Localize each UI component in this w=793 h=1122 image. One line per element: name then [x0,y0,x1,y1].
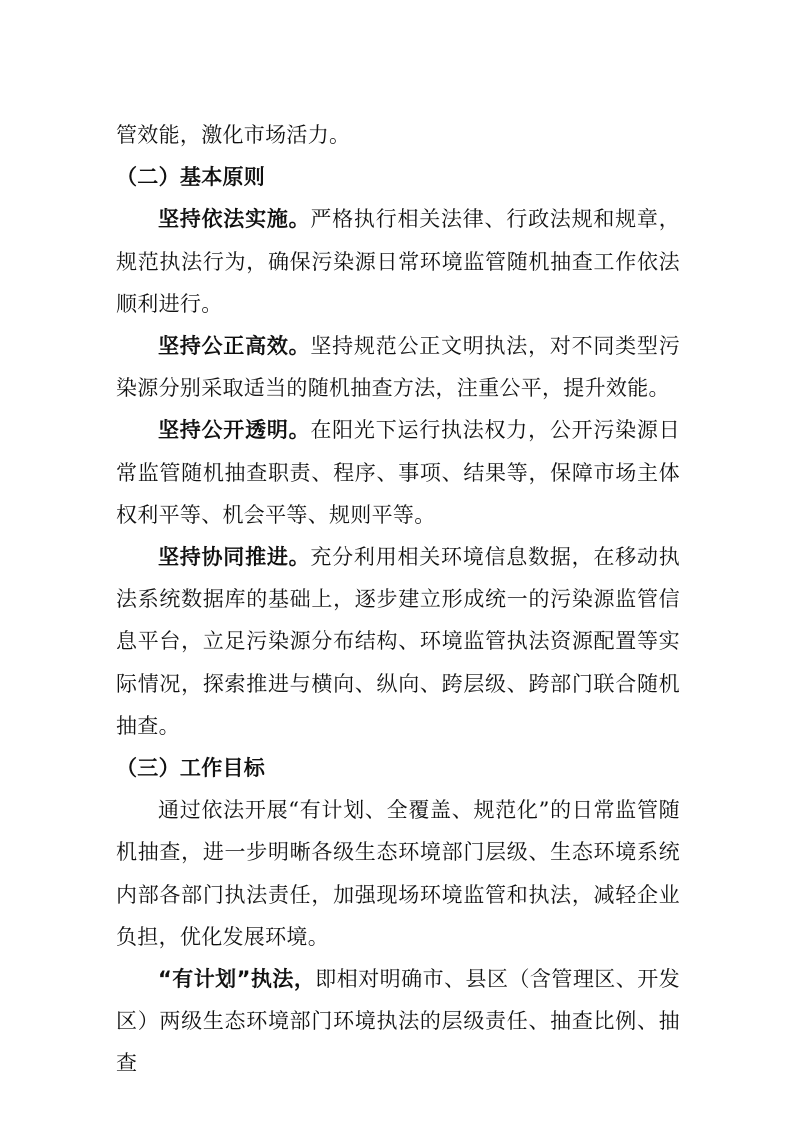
principle-title: “有计划”执法， [158,967,316,992]
document-body [116,114,680,1085]
principle-title: 坚持公正高效。 [158,334,311,359]
principle-text: 坚持规范公正文明执法，对不同类型污染源分别采取适当的随机抽查方法，注重公平，提升效能。 [116,334,680,401]
principle-text: 在阳光下运行执法权力，公开污染源日常监管随机抽查职责、程序、事项、结果等，保障市场主体权利平等、机会平等、规则平等。 [116,418,680,527]
principle-text: 充分利用相关环境信息数据，在移动执法系统数据库的基础上，逐步建立形成统一的污染源监管信息平台，立足污染源分布结构、环境监管执法资源配置等实际情况，探索推进与横向、纵向、跨层级、跨部门联合随机抽查。 [116,545,680,738]
paragraph-principle-fair [116,325,680,409]
paragraph-principle-coordinated [116,536,680,747]
paragraph-intro-continuation [116,114,680,156]
section-heading-basic-principles: （二）基本原则 [116,165,266,190]
paragraph-text: 通过依法开展“有计划、全覆盖、规范化”的日常监管随机抽查，进一步明晰各级生态环境部门层级、生态环境系统内部各部门执法责任，加强现场环境监管和执法，减轻企业负担，优化发展环境。 [116,798,680,949]
paragraph-principle-open [116,409,680,536]
paragraph-planned-enforcement [116,958,680,1085]
paragraph-principle-legal [116,198,680,325]
principle-title: 坚持协同推进。 [158,545,311,570]
principle-title: 坚持依法实施。 [158,207,311,232]
paragraph-text: 管效能，激化市场活力。 [116,123,351,147]
paragraph-text: 即相对明确市、县区（含管理区、开发区）两级生态环境部门环境执法的层级责任、抽查比例、抽查 [116,967,680,1076]
principle-text: 严格执行相关法律、行政法规和规章，规范执法行为，确保污染源日常环境监管随机抽查工作依法顺利进行。 [116,207,680,316]
paragraph-goals [116,789,680,958]
section-heading-work-goals: （三）工作目标 [116,756,266,781]
principle-title: 坚持公开透明。 [158,418,311,443]
